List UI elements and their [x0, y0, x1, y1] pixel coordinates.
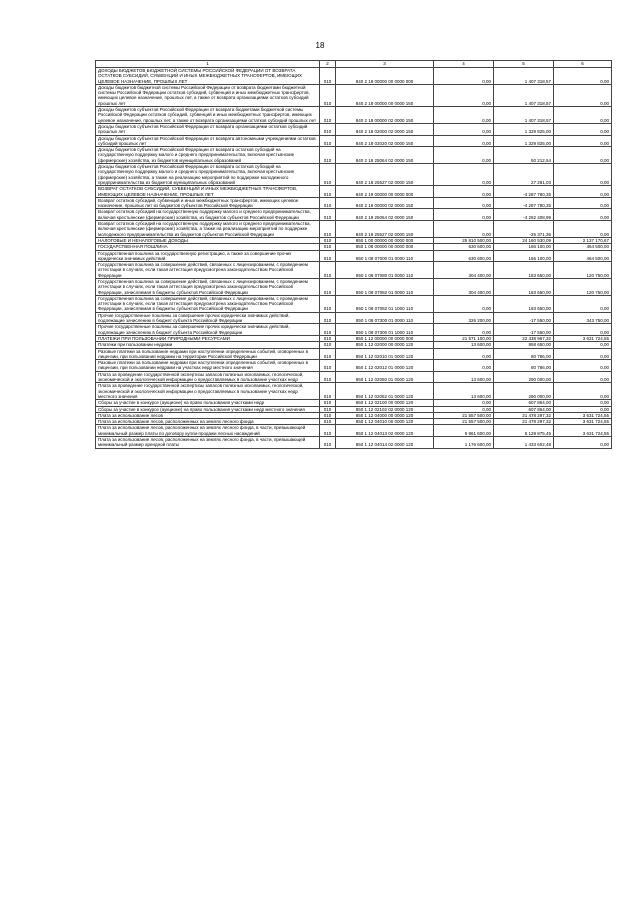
row-col6-cell: 3 631 724,55 — [554, 419, 612, 425]
table-row — [96, 107, 612, 124]
row-name-cell: Разовые платежи за пользование недрами при наступлении определенных событий, оговоренных в лицензии, при пользовании недрами на участках недр местного значения — [96, 360, 320, 372]
row-revenue-code-cell: 840 2 19 00000 02 0000 150 — [336, 197, 434, 209]
table-row — [96, 360, 612, 372]
row-col6-cell: 0,00 — [554, 406, 612, 412]
row-col4-cell: 0,00 — [434, 147, 494, 164]
table-row — [96, 371, 612, 383]
row-line-code-cell: 010 — [320, 197, 336, 209]
row-col6-cell: 464 500,00 — [554, 244, 612, 250]
row-col6-cell: 2 137 170,67 — [554, 237, 612, 243]
row-col4-cell: 13 600,00 — [434, 342, 494, 348]
row-revenue-code-cell: 850 1 12 02052 01 0000 120 — [336, 383, 434, 400]
row-col6-cell: 0,00 — [554, 68, 612, 85]
row-col5-cell: 24 160 530,09 — [494, 237, 554, 243]
row-revenue-code-cell: 850 1 12 04014 02 0000 120 — [336, 437, 434, 449]
row-col4-cell: 0,00 — [434, 221, 494, 238]
header-cell: 1 — [96, 61, 320, 68]
row-col4-cell: 304 400,00 — [434, 278, 494, 295]
row-col6-cell: 120 750,00 — [554, 278, 612, 295]
row-col6-cell: 0,00 — [554, 84, 612, 106]
row-col5-cell: 183 650,00 — [494, 262, 554, 279]
row-col4-cell: 21 557 500,00 — [434, 412, 494, 418]
row-line-code-cell: 010 — [320, 278, 336, 295]
row-revenue-code-cell: 840 2 18 25527 02 0000 150 — [336, 164, 434, 186]
row-line-code-cell: 010 — [320, 312, 336, 324]
row-revenue-code-cell: 850 1 08 07300 01 0000 110 — [336, 312, 434, 324]
row-col6-cell: 0,00 — [554, 197, 612, 209]
row-name-cell: Разовые платежи за пользование недрами при наступлении определенных событий, оговоренных в лицензии, при пользовании недрами на территории Российской Федерации — [96, 348, 320, 360]
row-col5-cell: -4 262 408,99 — [494, 209, 554, 221]
table-row — [96, 295, 612, 312]
table-row — [96, 250, 612, 262]
row-line-code-cell: 010 — [320, 68, 336, 85]
row-name-cell: Плата за проведение государственной экспертизы запасов полезных ископаемых, геологической, экономической и экологической информации о предоставляемых в пользование участках недр местного значения — [96, 383, 320, 400]
row-name-cell: Плата за использование лесов, расположенных на землях лесного фонда, в части, превышающей минимальный размер арендной платы — [96, 437, 320, 449]
table-row — [96, 312, 612, 324]
row-col6-cell: 0,00 — [554, 164, 612, 186]
row-col4-cell: 0,00 — [434, 135, 494, 147]
row-col6-cell: 0,00 — [554, 324, 612, 336]
row-revenue-code-cell: 850 1 08 07082 01 0000 110 — [336, 278, 434, 295]
row-col6-cell: 0,00 — [554, 360, 612, 372]
row-line-code-cell: 010 — [320, 250, 336, 262]
table-row — [96, 324, 612, 336]
row-name-cell: Плата за проведение государственной экспертизы запасов полезных ископаемых, геологической, экономической и экологической информации о предоставляемых в пользование участках недр — [96, 371, 320, 383]
row-col6-cell: 0,00 — [554, 295, 612, 312]
row-line-code-cell: 010 — [320, 295, 336, 312]
row-col5-cell: -25 371,36 — [494, 221, 554, 238]
row-revenue-code-cell: 840 2 18 02020 02 0000 150 — [336, 135, 434, 147]
row-line-code-cell: 010 — [320, 342, 336, 348]
row-col6-cell: 343 750,00 — [554, 312, 612, 324]
row-line-code-cell: 010 — [320, 437, 336, 449]
row-line-code-cell: 010 — [320, 419, 336, 425]
row-col4-cell: 0,00 — [434, 324, 494, 336]
row-col5-cell: 22 438 967,32 — [494, 335, 554, 341]
row-col4-cell: 326 200,00 — [434, 312, 494, 324]
row-col4-cell: 0,00 — [434, 186, 494, 198]
row-line-code-cell: 010 — [320, 123, 336, 135]
row-name-cell: Доходы бюджетов субъектов Российской Федерации от возврата остатков субсидий на государственную поддержку малого и среднего предпринимательства, включая крестьянские (фермерские) хозяйства, а также на реализацию мероприятий по поддержке молодежного предпринимательства из бюджетов муниципальных образований — [96, 164, 320, 186]
table-row — [96, 348, 612, 360]
row-line-code-cell: 010 — [320, 186, 336, 198]
table-row — [96, 221, 612, 238]
row-revenue-code-cell: 850 1 12 02100 00 0000 120 — [336, 400, 434, 406]
table-row — [96, 425, 612, 437]
row-col4-cell: 25 810 500,00 — [434, 237, 494, 243]
row-col5-cell: 607 864,00 — [494, 406, 554, 412]
row-line-code-cell: 010 — [320, 135, 336, 147]
table-row — [96, 68, 612, 85]
row-revenue-code-cell: 840 2 18 02000 02 0000 150 — [336, 123, 434, 135]
table-row — [96, 84, 612, 106]
row-name-cell: Плата за использование лесов — [96, 412, 320, 418]
row-line-code-cell: 010 — [320, 335, 336, 341]
row-name-cell: ГОСУДАРСТВЕННАЯ ПОШЛИНА — [96, 244, 320, 250]
row-col5-cell: 1 433 602,48 — [494, 437, 554, 449]
row-revenue-code-cell: 850 1 12 02050 01 0000 120 — [336, 371, 434, 383]
row-col5-cell: 27 281,03 — [494, 164, 554, 186]
table-row — [96, 123, 612, 135]
row-name-cell: Государственная пошлина за совершение действий, связанных с лицензированием, с проведением аттестации в случаях, если такая аттестация предусмотрена законодательством Российской Федерации — [96, 262, 320, 279]
table-row — [96, 186, 612, 198]
row-name-cell: Прочие государственные пошлины за совершение прочих юридически значимых действий, подлежащие зачислению в бюджет субъекта Российской Федерации — [96, 312, 320, 324]
row-line-code-cell: 010 — [320, 209, 336, 221]
row-col4-cell: 0,00 — [434, 197, 494, 209]
row-col6-cell: 3 631 724,55 — [554, 335, 612, 341]
row-col4-cell: 0,00 — [434, 84, 494, 106]
row-name-cell: НАЛОГОВЫЕ И НЕНАЛОГОВЫЕ ДОХОДЫ — [96, 237, 320, 243]
row-name-cell: Прочие государственные пошлины за совершение прочих юридически значимых действий, подлежащие зачислению в бюджет субъекта Российской Федерации — [96, 324, 320, 336]
row-col5-cell: 290 000,00 — [494, 371, 554, 383]
table-row — [96, 164, 612, 186]
row-line-code-cell: 010 — [320, 412, 336, 418]
row-name-cell: Плата за использование лесов, расположенных на землях лесного фонда, в части, превышающей минимальный размер платы по договору купли-продажи лесных насаждений — [96, 425, 320, 437]
row-col6-cell: 0,00 — [554, 123, 612, 135]
row-line-code-cell: 010 — [320, 383, 336, 400]
row-revenue-code-cell: 850 1 08 07000 01 0000 110 — [336, 250, 434, 262]
row-revenue-code-cell: 840 2 19 25064 02 0000 150 — [336, 209, 434, 221]
row-col4-cell: 5 961 600,00 — [434, 425, 494, 437]
row-revenue-code-cell: 850 1 12 00000 00 0000 000 — [336, 335, 434, 341]
row-col5-cell: 607 864,00 — [494, 400, 554, 406]
header-cell: 4 — [434, 61, 494, 68]
row-col4-cell: 0,00 — [434, 68, 494, 85]
row-line-code-cell: 010 — [320, 84, 336, 106]
row-revenue-code-cell: 850 1 12 02010 01 0000 120 — [336, 348, 434, 360]
row-col6-cell: 0,00 — [554, 135, 612, 147]
row-col4-cell: 0,00 — [434, 123, 494, 135]
table-row — [96, 437, 612, 449]
row-col5-cell: 21 478 297,32 — [494, 419, 554, 425]
row-col5-cell: 183 650,00 — [494, 278, 554, 295]
row-revenue-code-cell: 840 2 18 25064 02 0000 150 — [336, 147, 434, 164]
table-row — [96, 262, 612, 279]
table-row — [96, 147, 612, 164]
row-col5-cell: 21 478 297,32 — [494, 412, 554, 418]
header-cell: 2 — [320, 61, 336, 68]
row-col5-cell: 166 100,00 — [494, 250, 554, 262]
row-revenue-code-cell: 850 1 12 04010 00 0000 120 — [336, 419, 434, 425]
row-col5-cell: 50 212,54 — [494, 147, 554, 164]
row-col5-cell: -17 550,00 — [494, 312, 554, 324]
row-revenue-code-cell: 850 1 08 07080 01 0000 110 — [336, 262, 434, 279]
row-col6-cell: 3 631 724,55 — [554, 412, 612, 418]
row-revenue-code-cell: 840 2 18 00000 02 0000 150 — [336, 107, 434, 124]
row-revenue-code-cell: 840 2 18 00000 00 0000 000 — [336, 68, 434, 85]
row-col6-cell: 464 500,00 — [554, 250, 612, 262]
row-col4-cell: 0,00 — [434, 348, 494, 360]
row-col6-cell: 0,00 — [554, 209, 612, 221]
row-col6-cell: 0,00 — [554, 147, 612, 164]
row-col5-cell: 5 129 875,45 — [494, 425, 554, 437]
row-name-cell: Возврат остатков субсидий на государственную поддержку малого и среднего предпринимательства, включая крестьянские (фермерские) хозяйства, а также на реализацию мероприятий по поддержке молодежного предпринимательства из бюджетов субъектов Российской Федерации — [96, 221, 320, 238]
row-col5-cell: 1 407 318,57 — [494, 107, 554, 124]
row-col6-cell: 0,00 — [554, 400, 612, 406]
row-col4-cell: 21 557 500,00 — [434, 419, 494, 425]
row-line-code-cell: 010 — [320, 244, 336, 250]
row-col5-cell: -17 550,00 — [494, 324, 554, 336]
row-line-code-cell: 010 — [320, 400, 336, 406]
table-row — [96, 278, 612, 295]
row-col4-cell: 0,00 — [434, 295, 494, 312]
row-name-cell: Государственная пошлина за совершение действий, связанных с лицензированием, с проведением аттестации в случаях, если такая аттестация предусмотрена законодательством Российской Федерации, зачисляемая в бюджеты субъектов Российской Федерации — [96, 278, 320, 295]
row-col6-cell: 0,00 — [554, 342, 612, 348]
row-col6-cell: 0,00 — [554, 371, 612, 383]
row-col4-cell: 0,00 — [434, 406, 494, 412]
row-col6-cell: 0,00 — [554, 348, 612, 360]
row-col6-cell: 0,00 — [554, 107, 612, 124]
row-col6-cell: 0,00 — [554, 437, 612, 449]
row-col4-cell: 0,00 — [434, 360, 494, 372]
row-name-cell: Сборы за участие в конкурсе (аукционе) на право пользования участками недр — [96, 400, 320, 406]
row-col5-cell: 1 407 318,57 — [494, 84, 554, 106]
row-line-code-cell: 010 — [320, 221, 336, 238]
header-cell: 5 — [494, 61, 554, 68]
row-name-cell: Государственная пошлина за совершение действий, связанных с лицензированием, с проведением аттестации в случаях, если такая аттестация предусмотрена законодательством Российской Федерации, зачисляемая в бюджеты субъектов Российской Федерации — [96, 295, 320, 312]
row-revenue-code-cell: 850 1 08 07300 01 1000 110 — [336, 324, 434, 336]
row-revenue-code-cell: 850 1 08 00000 00 0000 000 — [336, 244, 434, 250]
row-revenue-code-cell: 840 2 19 25527 02 0000 150 — [336, 221, 434, 238]
row-name-cell: Доходы бюджетов субъектов Российской Федерации от возврата организациями остатков субсидий прошлых лет — [96, 123, 320, 135]
row-line-code-cell: 010 — [320, 406, 336, 412]
row-revenue-code-cell: 840 2 19 00000 00 0000 000 — [336, 186, 434, 198]
row-col4-cell: 21 571 100,00 — [434, 335, 494, 341]
row-revenue-code-cell: 850 1 12 02000 00 0000 120 — [336, 342, 434, 348]
row-revenue-code-cell: 850 1 12 04013 02 0000 120 — [336, 425, 434, 437]
row-revenue-code-cell: 850 1 08 07082 01 1000 110 — [336, 295, 434, 312]
row-col5-cell: 958 650,00 — [494, 342, 554, 348]
row-line-code-cell: 010 — [320, 164, 336, 186]
row-line-code-cell: 010 — [320, 324, 336, 336]
row-name-cell: Доходы бюджетов бюджетной системы Российской Федерации от возврата бюджетами бюджетной системы Российской Федерации остатков субсидий, субвенций и иных межбюджетных трансфертов, имеющих целевое назначение, прошлых лет, а также от возврата организациями остатков субсидий прошлых лет — [96, 84, 320, 106]
row-revenue-code-cell: 850 1 12 04000 00 0000 120 — [336, 412, 434, 418]
row-col4-cell: 0,00 — [434, 164, 494, 186]
header-cell: 6 — [554, 61, 612, 68]
row-col6-cell: 0,00 — [554, 383, 612, 400]
row-line-code-cell: 010 — [320, 425, 336, 437]
row-col4-cell: 1 176 600,00 — [434, 437, 494, 449]
row-line-code-cell: 010 — [320, 262, 336, 279]
row-col5-cell: 1 407 318,57 — [494, 68, 554, 85]
row-col5-cell: 183 650,00 — [494, 295, 554, 312]
row-name-cell: Возврат остатков субсидий на государственную поддержку малого и среднего предпринимательства, включая крестьянские (фермерские) хозяйства, из бюджетов субъектов Российской Федерации — [96, 209, 320, 221]
page-number: 18 — [315, 41, 325, 50]
row-col6-cell: 3 631 724,55 — [554, 425, 612, 437]
row-col4-cell: 304 400,00 — [434, 262, 494, 279]
row-line-code-cell: 010 — [320, 237, 336, 243]
row-col5-cell: 290 000,00 — [494, 383, 554, 400]
table-row — [96, 209, 612, 221]
row-col6-cell: 0,00 — [554, 186, 612, 198]
row-col4-cell: 630 600,00 — [434, 250, 494, 262]
row-name-cell: Доходы бюджетов субъектов Российской Федерации от возврата остатков субсидий на государственную поддержку малого и среднего предпринимательства, включая крестьянские (фермерские) хозяйства, из бюджетов муниципальных образований — [96, 147, 320, 164]
table-header-row — [96, 61, 612, 68]
row-name-cell: Платежи при пользовании недрами — [96, 342, 320, 348]
row-col6-cell: 0,00 — [554, 221, 612, 238]
row-line-code-cell: 010 — [320, 371, 336, 383]
row-col4-cell: 13 600,00 — [434, 383, 494, 400]
row-col5-cell: 80 786,00 — [494, 360, 554, 372]
row-col5-cell: -4 287 780,35 — [494, 186, 554, 198]
budget-table — [95, 60, 612, 449]
row-name-cell: Плата за использование лесов, расположенных на землях лесного фонда — [96, 419, 320, 425]
row-name-cell: Доходы бюджетов субъектов Российской Федерации от возврата бюджетами бюджетной системы Российской Федерации остатков субсидий, субвенций и иных межбюджетных трансфертов, имеющих целевое назначение, прошлых лет, а также от возврата организациями остатков субсидий прошлых лет — [96, 107, 320, 124]
row-col5-cell: 1 329 825,00 — [494, 135, 554, 147]
row-name-cell: ПЛАТЕЖИ ПРИ ПОЛЬЗОВАНИИ ПРИРОДНЫМИ РЕСУРСАМИ — [96, 335, 320, 341]
row-name-cell: Доходы бюджетов субъектов Российской Федерации от возврата автономными учреждениями остатков субсидий прошлых лет — [96, 135, 320, 147]
row-revenue-code-cell: 850 1 12 02102 02 0000 120 — [336, 406, 434, 412]
table-row — [96, 135, 612, 147]
row-col4-cell: 0,00 — [434, 107, 494, 124]
row-name-cell: Возврат остатков субсидий, субвенций и иных межбюджетных трансфертов, имеющих целевое назначение, прошлых лет из бюджетов субъектов Российской Федерации — [96, 197, 320, 209]
table-row — [96, 197, 612, 209]
table-row — [96, 383, 612, 400]
row-name-cell: Сборы за участие в конкурсе (аукционе) на право пользования участками недр местного значения — [96, 406, 320, 412]
row-name-cell: ВОЗВРАТ ОСТАТКОВ СУБСИДИЙ, СУБВЕНЦИЙ И ИНЫХ МЕЖБЮДЖЕТНЫХ ТРАНСФЕРТОВ, ИМЕЮЩИХ ЦЕЛЕВОЕ НАЗНАЧЕНИЕ, ПРОШЛЫХ ЛЕТ — [96, 186, 320, 198]
row-name-cell: ДОХОДЫ БЮДЖЕТОВ БЮДЖЕТНОЙ СИСТЕМЫ РОССИЙСКОЙ ФЕДЕРАЦИИ ОТ ВОЗВРАТА ОСТАТКОВ СУБСИДИЙ, СУБВЕНЦИЙ И ИНЫХ МЕЖБЮДЖЕТНЫХ ТРАНСФЕРТОВ, ИМЕЮЩИХ ЦЕЛЕВОЕ НАЗНАЧЕНИЕ, ПРОШЛЫХ ЛЕТ — [96, 68, 320, 85]
row-col5-cell: 1 329 825,00 — [494, 123, 554, 135]
row-line-code-cell: 010 — [320, 107, 336, 124]
row-line-code-cell: 010 — [320, 147, 336, 164]
row-revenue-code-cell: 850 1 00 00000 00 0000 000 — [336, 237, 434, 243]
row-revenue-code-cell: 850 1 12 02012 01 0000 120 — [336, 360, 434, 372]
row-line-code-cell: 010 — [320, 348, 336, 360]
row-col4-cell: 0,00 — [434, 209, 494, 221]
row-col5-cell: -4 287 780,35 — [494, 197, 554, 209]
row-col4-cell: 0,00 — [434, 400, 494, 406]
row-revenue-code-cell: 840 2 18 00000 00 0000 150 — [336, 84, 434, 106]
row-col5-cell: 80 786,00 — [494, 348, 554, 360]
row-line-code-cell: 010 — [320, 360, 336, 372]
row-name-cell: Государственная пошлина за государственную регистрацию, а также за совершение прочих юридически значимых действий — [96, 250, 320, 262]
row-col4-cell: 13 600,00 — [434, 371, 494, 383]
row-col4-cell: 630 600,00 — [434, 244, 494, 250]
header-cell: 3 — [336, 61, 434, 68]
row-col6-cell: 120 750,00 — [554, 262, 612, 279]
row-col5-cell: 166 100,00 — [494, 244, 554, 250]
